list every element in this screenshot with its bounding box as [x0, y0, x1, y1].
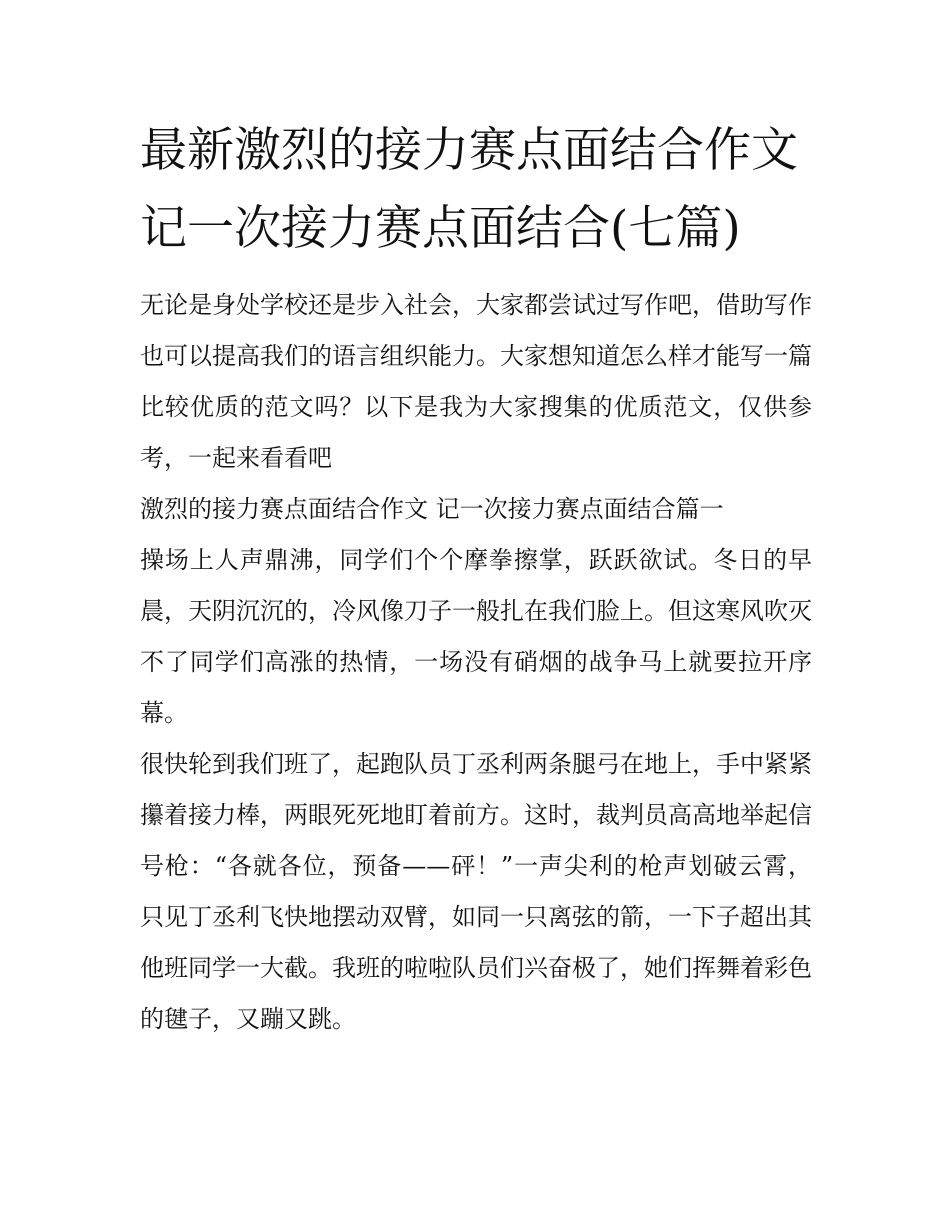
- body-paragraph-1: 操场上人声鼎沸，同学们个个摩拳擦掌，跃跃欲试。冬日的早晨，天阴沉沉的，冷风像刀子一般扎在我们脸上。但这寒风吹灭不了同学们高涨的热情，一场没有硝烟的战争马上就要拉开序幕。: [140, 546, 812, 727]
- section-heading: 激烈的接力赛点面结合作文 记一次接力赛点面结合篇一: [140, 495, 724, 523]
- body-paragraph-2: 很快轮到我们班了，起跑队员丁丞利两条腿弓在地上，手中紧紧攥着接力棒，两眼死死地盯着前方。这时，裁判员高高地举起信号枪：“各就各位，预备——砰！”一声尖利的枪声划破云霄，只见丁丞利飞快地摆动双臂，如同一只离弦的箭，一下子超出其他班同学一大截。我班的啦啦队员们兴奋极了，她们挥舞着彩色的毽子，又蹦又跳。: [140, 750, 812, 1033]
- document-body: [140, 280, 812, 1045]
- document-page: [140, 0, 812, 1229]
- intro-paragraph: 无论是身处学校还是步入社会，大家都尝试过写作吧，借助写作也可以提高我们的语言组织能力。大家想知道怎么样才能写一篇比较优质的范文吗？以下是我为大家搜集的优质范文，仅供参考，一起来看看吧: [140, 291, 812, 472]
- document-title: 最新激烈的接力赛点面结合作文 记一次接力赛点面结合(七篇): [140, 123, 798, 256]
